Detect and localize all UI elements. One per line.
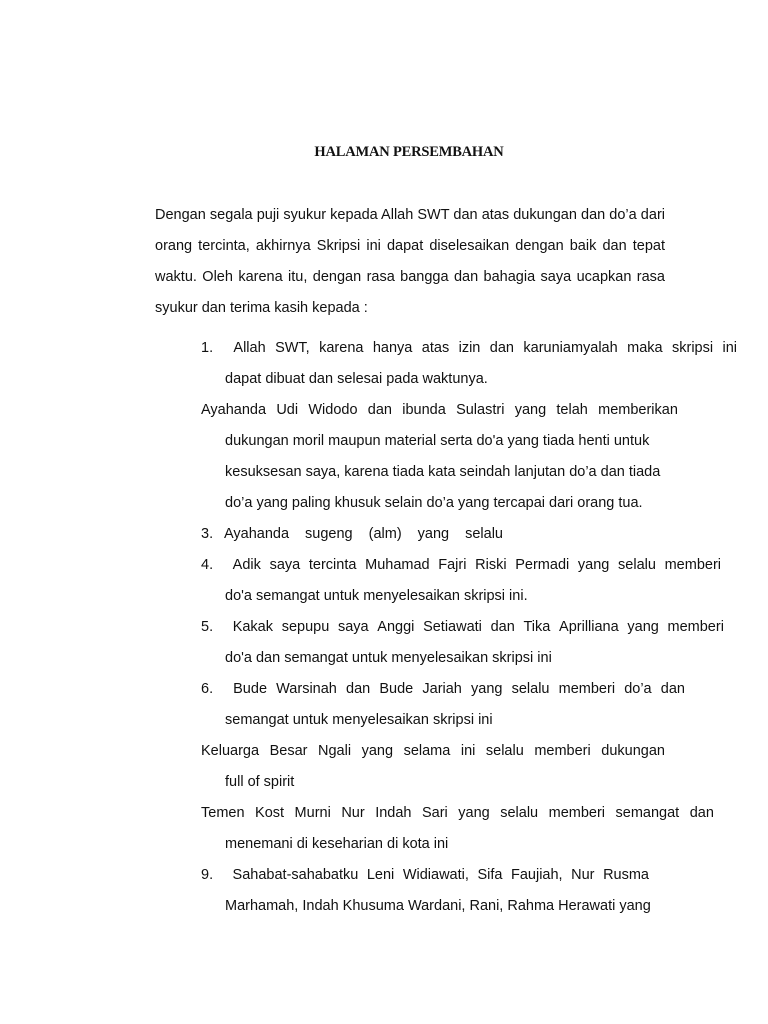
list-item-first-line <box>201 333 737 364</box>
list-item-word: sugeng <box>305 526 353 542</box>
list-item <box>201 798 737 860</box>
list-item-first-line <box>201 550 721 581</box>
list-item-first-line <box>201 519 737 550</box>
list-item-word: yang <box>514 402 547 418</box>
list-item-word: dan <box>689 805 714 821</box>
list-item-word: Keluarga <box>201 743 260 759</box>
list-item-continuation: dapat dibuat dan selesai pada waktunya. <box>225 371 488 387</box>
list-item-first-line <box>201 736 665 767</box>
list-item <box>201 519 737 550</box>
list-item-word: Riski <box>475 557 507 573</box>
list-item-word: hanya <box>372 340 413 356</box>
list-item-word: Sifa <box>477 867 503 883</box>
list-item-word: Rusma <box>603 867 649 883</box>
list-item-word: Sulastri <box>456 402 505 418</box>
list-item-word: yang <box>417 526 450 542</box>
list-item-word: Permadi <box>515 557 570 573</box>
list-item-word: Kost <box>255 805 285 821</box>
list-item-continuation: Marhamah, Indah Khusuma Wardani, Rani, Rahma Herawati yang <box>225 898 651 914</box>
list-item-word: Leni <box>366 867 395 883</box>
list-item-number: 6. <box>201 681 214 697</box>
list-item-word: memberi <box>548 805 606 821</box>
list-item-word: Indah <box>375 805 412 821</box>
list-item-word: do’a <box>624 681 652 697</box>
list-item-word: Sahabat-sahabatku <box>232 867 359 883</box>
list-item-continuation: do’a yang paling khusuk selain do’a yang tercapai dari orang tua. <box>225 495 643 511</box>
list-item-word: Ayahanda <box>224 526 290 542</box>
list-item-word: yang <box>458 805 490 821</box>
list-item-word: Anggi <box>377 619 415 635</box>
list-item-word: saya <box>337 619 369 635</box>
list-item-word: Nur <box>341 805 365 821</box>
list-item-word: Bude <box>233 681 268 697</box>
list-item-continuation: kesuksesan saya, karena tiada kata seindah lanjutan do’a dan tiada <box>225 464 661 480</box>
list-item-continuation: do'a semangat untuk menyelesaikan skripsi ini. <box>225 588 528 604</box>
list-item-word: Warsinah <box>276 681 337 697</box>
list-item-word: Widodo <box>308 402 358 418</box>
list-item-word: Faujiah, <box>511 867 563 883</box>
list-item-word: telah <box>556 402 588 418</box>
list-item-word: maka <box>627 340 663 356</box>
list-item-continuation: full of spirit <box>225 774 295 790</box>
page-title: HALAMAN PERSEMBAHAN <box>314 144 504 160</box>
list-item-word: Allah <box>233 340 266 356</box>
list-item-word: memberi <box>667 619 724 635</box>
list-item-word: Bude <box>379 681 414 697</box>
list-item-word: Temen <box>201 805 245 821</box>
list-item-word: yang <box>361 743 394 759</box>
list-item-first-line <box>201 798 714 829</box>
list-item <box>201 736 737 798</box>
list-item-word: Nur <box>571 867 595 883</box>
intro-line: waktu. Oleh karena itu, dengan rasa bangga dan bahagia saya ucapkan rasa <box>155 269 665 285</box>
list-item-word: Kakak <box>232 619 273 635</box>
list-item-word: karuniamyalah <box>523 340 618 356</box>
list-item-word: skripsi <box>671 340 714 356</box>
list-item-word: selalu <box>618 557 656 573</box>
list-item-word: Ayahanda <box>201 402 267 418</box>
list-item-word: tercinta <box>308 557 357 573</box>
list-item-word: dan <box>346 681 371 697</box>
dedication-list <box>201 333 737 922</box>
list-item-word: Murni <box>294 805 331 821</box>
list-item-word: selalu <box>511 681 550 697</box>
list-item-word: dan <box>489 340 514 356</box>
list-item <box>201 333 737 395</box>
list-item-word: dan <box>367 402 392 418</box>
list-item-word: SWT, <box>275 340 310 356</box>
list-item-word: yang <box>471 681 503 697</box>
list-item-word: yang <box>627 619 659 635</box>
list-item-number: 3. <box>201 526 214 542</box>
list-item-word: Udi <box>276 402 299 418</box>
list-item-word: Widiawati, <box>402 867 469 883</box>
list-item-word: Setiawati <box>423 619 482 635</box>
list-item-word: (alm) <box>368 526 402 542</box>
list-item-word: dan <box>490 619 515 635</box>
list-item-word: semangat <box>615 805 680 821</box>
list-item-word: memberi <box>558 681 616 697</box>
list-item-number: 4. <box>201 557 214 573</box>
intro-line: Dengan segala puji syukur kepada Allah SWT dan atas dukungan dan do’a dari <box>155 207 665 223</box>
list-item-first-line <box>201 674 685 705</box>
list-item <box>201 612 737 674</box>
list-item-word: dan <box>660 681 685 697</box>
list-item-word: Adik <box>232 557 261 573</box>
list-item-word: ini <box>460 743 476 759</box>
list-item-word: karena <box>319 340 364 356</box>
list-item-word: Aprilliana <box>559 619 619 635</box>
list-item-word: Ngali <box>318 743 352 759</box>
intro-line: syukur dan terima kasih kepada : <box>155 300 368 316</box>
list-item-continuation: do'a dan semangat untuk menyelesaikan skripsi ini <box>225 650 552 666</box>
list-item-word: Jariah <box>422 681 462 697</box>
list-item-continuation: dukungan moril maupun material serta do'a yang tiada henti untuk <box>225 433 650 449</box>
list-item-word: Tika <box>523 619 551 635</box>
list-item-word: Sari <box>421 805 448 821</box>
list-item-word: ini <box>722 340 737 356</box>
list-item <box>201 674 737 736</box>
list-item-word: memberi <box>664 557 721 573</box>
list-item-word: atas <box>421 340 450 356</box>
list-item-word: memberikan <box>598 402 678 418</box>
list-item-number: 5. <box>201 619 214 635</box>
list-item-word: ibunda <box>402 402 446 418</box>
list-item-first-line <box>201 395 678 426</box>
list-item <box>201 860 737 922</box>
list-item-continuation: menemani di keseharian di kota ini <box>225 836 449 852</box>
list-item-number: 9. <box>201 867 214 883</box>
list-item-continuation: semangat untuk menyelesaikan skripsi ini <box>225 712 493 728</box>
list-item-word: selalu <box>485 743 524 759</box>
list-item-word: selalu <box>465 526 503 542</box>
list-item-first-line <box>201 860 649 891</box>
intro-paragraph <box>155 200 665 324</box>
list-item-number: 1. <box>201 340 214 356</box>
list-item <box>201 550 737 612</box>
list-item <box>201 395 737 519</box>
list-item-word: dukungan <box>601 743 665 759</box>
list-item-word: saya <box>269 557 301 573</box>
list-item-word: Besar <box>269 743 308 759</box>
intro-line: orang tercinta, akhirnya Skripsi ini dapat diselesaikan dengan baik dan tepat <box>155 238 665 254</box>
list-item-word: selama <box>403 743 451 759</box>
list-item-word: memberi <box>534 743 591 759</box>
list-item-word: selalu <box>500 805 539 821</box>
list-item-word: izin <box>458 340 481 356</box>
list-item-word: sepupu <box>281 619 330 635</box>
list-item-word: Fajri <box>438 557 467 573</box>
list-item-word: Muhamad <box>365 557 430 573</box>
list-item-word: yang <box>577 557 610 573</box>
list-item-first-line <box>201 612 724 643</box>
